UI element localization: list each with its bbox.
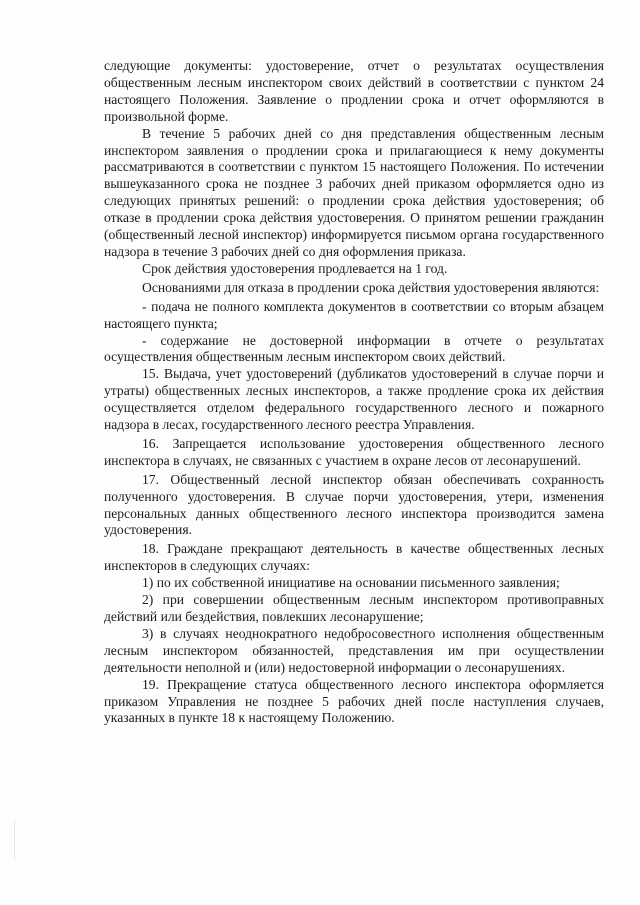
- list-item-refusal-1: - подача не полного комплекта документов в соответствии со вторым абзацем настоящего пункта;: [104, 298, 604, 331]
- list-item-refusal-2: - содержание не достоверной информации в отчете о результатах осуществления общественным лесным инспектором своих действий.: [104, 332, 604, 365]
- clause-19: 19. Прекращение статуса общественного лесного инспектора оформляется приказом Управления не позднее 5 рабочих дней после наступления случаев, указанных в пункте 18 к настоящему Положению.: [104, 676, 604, 726]
- clause-18-item-2: 2) при совершении общественным лесным инспектором противоправных действий или бездействия, повлекших лесонарушение;: [104, 592, 604, 624]
- paragraph-renewal-term: Срок действия удостоверения продлевается на 1 год.: [142, 260, 448, 276]
- paragraph-renewal-review: В течение 5 рабочих дней со дня представления общественным лесным инспектором заявления о продлении срока и прилагающиеся к нему документы рассматриваются в соответствии с пунктом 15 настоящего Положения. По истечении вышеуказанного срока не позднее 3 рабочих дней приказом оформляется одно из следующих принятых решений: о продлении срока действия удостоверения; об отказе в продлении срока действия удостоверения. О принятом решении гражданин (общественный лесной инспектор) информируется письмом органа государственного надзора в течение 3 рабочих дней со дня оформления приказа.: [104, 125, 604, 259]
- clause-15: 15. Выдача, учет удостоверений (дубликатов удостоверений в случае порчи и утраты) общественных лесных инспекторов, а также продление срока их действия осуществляется отделом федерального государственного лесного и пожарного надзора в лесах, государственного лесного реестра Управления.: [104, 366, 604, 433]
- clause-16: 16. Запрещается использование удостоверения общественного лесного инспектора в случаях, не связанных с участием в охране лесов от лесонарушений.: [104, 435, 604, 468]
- paragraph-continuation: следующие документы: удостоверение, отчет о результатах осуществления общественным лесным инспектором своих действий в соответствии с пунктом 24 настоящего Положения. Заявление о продлении срока и отчет оформляются в произвольной форме.: [104, 58, 604, 124]
- scan-artifact: [14, 820, 15, 860]
- clause-18: 18. Граждане прекращают деятельность в качестве общественных лесных инспекторов в следующих случаях:: [104, 541, 604, 574]
- document-body: [104, 58, 604, 727]
- clause-17: 17. Общественный лесной инспектор обязан обеспечивать сохранность полученного удостоверения. В случае порчи удостоверения, утери, изменения персональных данных общественного лесного инспектора производится замена удостоверения.: [104, 471, 604, 538]
- clause-18-item-1: 1) по их собственной инициативе на основании письменного заявления;: [142, 575, 560, 591]
- clause-18-item-3: 3) в случаях неоднократного недобросовестного исполнения общественным лесным инспектором обязанностей, представления им при осуществлении деятельности неполной и (или) недостоверной информации о лесонарушениях.: [104, 625, 604, 675]
- paragraph-refusal-grounds: Основаниями для отказа в продлении срока действия удостоверения являются:: [142, 279, 600, 295]
